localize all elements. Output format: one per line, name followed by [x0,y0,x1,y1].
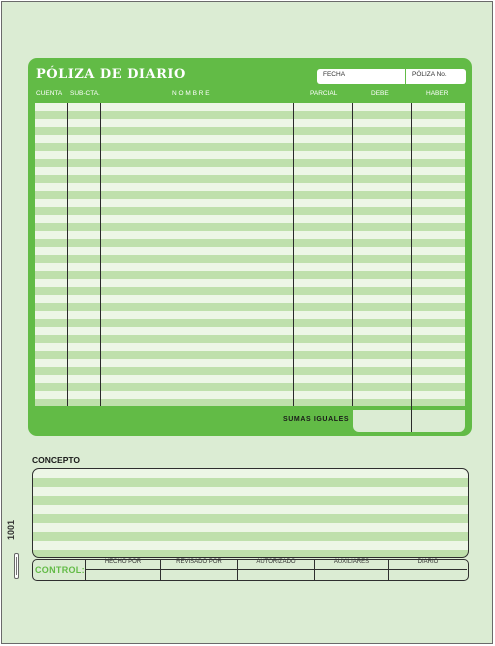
fecha-field[interactable] [317,69,405,84]
sumas-debe-total[interactable] [353,410,411,432]
control-revisado-por[interactable] [160,560,237,580]
journal-frame [28,58,472,436]
form-title: PÓLIZA DE DIARIO [36,67,186,82]
concepto-label: CONCEPTO [32,455,81,465]
col-header-parcial: PARCIAL [310,90,338,97]
sumas-divider [411,406,412,432]
col-divider [67,103,68,406]
form-sheet [1,1,493,644]
control-diario[interactable] [388,560,467,580]
control-col-label: HECHO POR [104,559,142,565]
col-divider [100,103,101,406]
col-divider [352,103,353,406]
control-col-label: DIARIO [417,559,439,565]
form-code: 1001 [6,519,16,540]
publisher-logo-icon [14,553,19,579]
journal-entries-table[interactable] [35,103,465,406]
col-header-haber: HABER [426,90,449,97]
control-col-label: AUXILIARES [333,559,370,565]
fecha-label: FECHA [323,71,346,78]
control-autorizado[interactable] [237,560,314,580]
col-header-nombre: N O M B R E [172,90,210,97]
poliza-number-field[interactable] [406,69,466,84]
col-divider [293,103,294,406]
col-header-subcta: SUB-CTA. [70,90,100,97]
col-header-cuenta: CUENTA [36,90,63,97]
control-row [32,559,469,581]
sumas-iguales-label: SUMAS IGUALES [283,416,350,423]
control-auxiliares[interactable] [314,560,388,580]
control-label: CONTROL: [35,565,85,575]
col-divider [411,103,412,406]
control-hecho-por[interactable] [85,560,160,580]
sumas-haber-total[interactable] [412,410,465,432]
control-col-label: REVISADO POR [176,559,222,565]
poliza-label: PÓLIZA No. [412,71,447,78]
col-header-debe: DEBE [371,90,389,97]
control-col-label: AUTORIZADO [256,559,296,565]
concepto-field[interactable] [32,468,469,558]
